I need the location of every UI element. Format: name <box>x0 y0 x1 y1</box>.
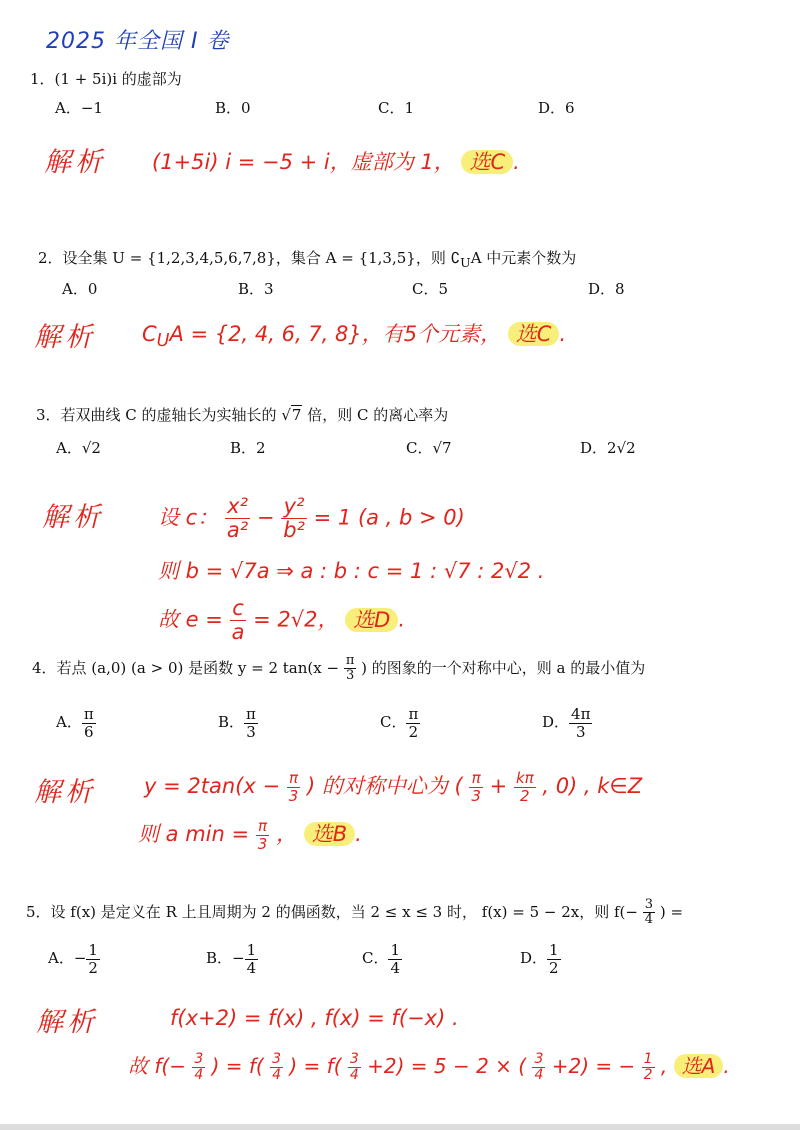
q5-option-b <box>206 942 258 976</box>
q5-stem-frac-num: 3 <box>644 897 654 912</box>
q2-solution-end: . <box>559 322 567 346</box>
q4-option-a-frac <box>82 706 96 740</box>
q4-sol1-f3-den: 2 <box>520 786 530 805</box>
q4-option-b-letter: B． <box>218 713 245 731</box>
q5-option-c-num: 1 <box>390 941 401 959</box>
q3-sol1-frac-x-num: x² <box>225 495 250 519</box>
q4-sol2-a: 则 a min = <box>138 822 250 846</box>
q2-stem-end: A 中元素个数为 <box>470 249 577 267</box>
q5-sol2-f1-num: 3 <box>194 1050 204 1067</box>
q2-option-b: B．3 <box>238 280 274 298</box>
q4-solution-line-1 <box>144 770 642 804</box>
q3-stem-sqrt: 7 <box>291 406 302 424</box>
q2-solution-text: C <box>142 322 157 346</box>
q5-sol2-f1-den: 4 <box>194 1067 204 1083</box>
q5-sol2-frac-4 <box>532 1052 545 1084</box>
q4-option-b-num: π <box>246 705 256 723</box>
q2-option-c: C．5 <box>412 280 449 298</box>
question-1-stem: 1．(1 + 5i)i 的虚部为 <box>30 70 182 88</box>
q3-sol3-b: = 2√2， <box>253 607 339 632</box>
q4-sol1-a: y = 2tan(x − <box>144 774 281 798</box>
q2-option-a: A．0 <box>62 280 98 298</box>
q4-sol2-frac <box>256 818 270 852</box>
q4-stem-frac-num: π <box>345 653 355 668</box>
q4-option-c-frac <box>406 706 420 740</box>
q5-solution-line-2 <box>128 1050 730 1083</box>
page-bottom-edge <box>0 1124 800 1130</box>
q3-sol1-minus: − <box>256 505 275 530</box>
q1-option-d: D．6 <box>538 99 575 117</box>
q2-solution <box>142 318 566 351</box>
q4-option-d-frac <box>569 706 592 740</box>
q5-sol2-f3-den: 4 <box>349 1067 359 1083</box>
q3-sol1-frac-x-den: a² <box>226 518 249 543</box>
q4-option-c-den: 2 <box>408 722 419 741</box>
q4-stem-frac <box>344 654 357 684</box>
q5-sol2-e: +2) = − <box>551 1054 636 1078</box>
q3-sol1-frac-y-num: y² <box>281 495 307 519</box>
q4-sol2-frac-num: π <box>256 818 270 836</box>
q4-option-d-letter: D． <box>542 713 570 731</box>
q3-sol1-a: 设 c： <box>158 505 219 530</box>
q3-option-a: A．√2 <box>56 439 101 457</box>
q5-option-c <box>362 942 402 976</box>
q4-option-a <box>56 706 96 740</box>
q4-answer-highlight: 选B <box>304 822 355 846</box>
q4-option-d <box>542 706 592 740</box>
q5-sol2-f2-den: 4 <box>272 1067 282 1083</box>
q4-option-a-den: 6 <box>84 722 94 741</box>
q4-option-d-den: 3 <box>575 722 586 741</box>
q1-solution-label: 解析 <box>44 147 106 178</box>
q4-stem-frac-den: 3 <box>345 668 355 684</box>
q3-solution-label: 解析 <box>42 502 104 533</box>
q4-stem-b: ) 的图象的一个对称中心，则 a 的最小值为 <box>361 658 646 677</box>
q4-stem-a: 4．若点 (a,0) (a > 0) 是函数 y = 2 tan(x − <box>32 658 340 677</box>
q1-option-b: B．0 <box>215 99 251 117</box>
q5-option-a-num: 1 <box>88 941 98 959</box>
q5-sol2-f4-num: 3 <box>534 1050 544 1067</box>
q4-sol2-b: ， <box>276 822 298 846</box>
question-2-stem <box>38 247 576 270</box>
q5-option-d-den: 2 <box>549 958 559 977</box>
q2-solution-sub: U <box>156 331 170 352</box>
q4-sol1-frac-2 <box>469 770 483 804</box>
q3-solution-line-1 <box>158 495 465 542</box>
q5-sol2-frac-2 <box>270 1052 283 1084</box>
q5-option-c-frac <box>388 942 402 976</box>
q4-sol1-c: , 0) , k∈Z <box>542 774 643 798</box>
question-5-stem <box>26 898 683 928</box>
q3-sol1-frac-y <box>281 495 307 542</box>
q4-solution-label: 解析 <box>34 777 96 808</box>
q1-option-c: C．1 <box>378 99 415 117</box>
q1-solution-end: . <box>513 150 520 174</box>
q1-solution-text: (1+5i) i = −5 + i，虚部为 1， <box>152 150 455 174</box>
q5-option-d-num: 1 <box>549 941 559 959</box>
q4-option-d-num: 4π <box>571 705 591 723</box>
q5-option-b-frac <box>245 942 259 976</box>
q5-stem-frac-den: 4 <box>644 912 654 928</box>
q5-option-c-den: 4 <box>390 958 401 977</box>
q5-sol2-f2-num: 3 <box>272 1050 282 1067</box>
q5-option-b-num: 1 <box>246 941 257 959</box>
q5-option-a <box>48 942 100 976</box>
question-3-stem: 3．若双曲线 C 的虚轴长为实轴长的 √7 倍，则 C 的离心率为 <box>36 406 449 424</box>
q1-option-a: A．−1 <box>55 99 103 117</box>
q3-sol3-frac-num: c <box>230 597 247 621</box>
q5-solution-end: . <box>723 1054 730 1078</box>
q5-sol2-b: ) = f( <box>211 1054 264 1078</box>
q4-sol2-frac-den: 3 <box>257 834 268 853</box>
q2-option-d: D．8 <box>588 280 625 298</box>
q5-option-b-letter: B．− <box>206 949 245 967</box>
q5-option-c-letter: C． <box>362 949 389 967</box>
q5-sol2-d: +2) = 5 − 2 × ( <box>367 1054 527 1078</box>
q3-sol3-frac-den: a <box>231 620 245 645</box>
q1-answer-highlight: 选C <box>461 150 513 174</box>
q3-solution-line-2: 则 b = √7a ⇒ a : b : c = 1 : √7 : 2√2 . <box>158 559 545 583</box>
q4-option-b <box>218 706 258 740</box>
q4-option-a-num: π <box>83 705 94 723</box>
q4-sol1-f1-den: 3 <box>288 786 299 805</box>
q2-answer-highlight: 选C <box>508 322 560 346</box>
q2-stem-sub: U <box>460 255 471 270</box>
q4-sol1-plus: + <box>489 774 508 798</box>
q5-sol2-frac-5 <box>642 1052 655 1084</box>
q5-option-d <box>520 942 561 976</box>
q3-stem-a: 3．若双曲线 C 的虚轴长为实轴长的 <box>36 406 282 424</box>
q2-solution-text2: A = {2, 4, 6, 7, 8}，有5个元素， <box>169 322 502 346</box>
q5-option-a-letter: A．− <box>48 949 87 967</box>
q5-option-a-frac <box>86 942 100 976</box>
q4-option-c <box>380 706 420 740</box>
q5-stem-a: 5．设 f(x) 是定义在 R 上且周期为 2 的偶函数，当 2 ≤ x ≤ 3 时， f(x) = 5 − 2x，则 f(− <box>26 902 638 921</box>
q5-sol2-f5-num: 1 <box>643 1050 653 1067</box>
q3-option-b: B．2 <box>230 439 266 457</box>
q3-stem-c: 倍，则 C 的离心率为 <box>302 406 449 424</box>
q5-answer-highlight: 选A <box>674 1054 724 1078</box>
q4-option-a-letter: A． <box>56 713 82 731</box>
q3-solution-end: . <box>398 607 406 632</box>
q4-sol1-b: ) 的对称中心为 ( <box>306 774 463 798</box>
q5-sol2-frac-3 <box>348 1052 361 1084</box>
q5-sol2-frac-1 <box>192 1052 205 1084</box>
q5-stem-b: ) = <box>659 902 684 921</box>
q4-solution-line-2 <box>138 818 362 852</box>
q5-solution-label: 解析 <box>36 1007 98 1038</box>
q5-sol2-f3-num: 3 <box>349 1050 359 1067</box>
q4-option-b-den: 3 <box>246 722 256 741</box>
q2-solution-label: 解析 <box>34 322 96 353</box>
question-4-stem <box>32 654 645 684</box>
q5-sol2-f5-den: 2 <box>643 1067 653 1083</box>
q4-option-c-letter: C． <box>380 713 407 731</box>
q3-solution-line-3 <box>158 597 405 644</box>
q5-sol2-c: ) = f( <box>289 1054 342 1078</box>
q4-solution-end: . <box>355 822 362 846</box>
q5-sol2-f: , <box>660 1054 668 1078</box>
q5-option-d-letter: D． <box>520 949 548 967</box>
q4-option-c-num: π <box>408 705 419 723</box>
q4-sol1-frac-3 <box>514 770 536 804</box>
q5-option-b-den: 4 <box>246 958 257 977</box>
q4-sol1-frac-1 <box>287 770 301 804</box>
q5-solution-line-1: f(x+2) = f(x) , f(x) = f(−x) . <box>170 1006 459 1030</box>
page-title: 2025 年全国 I 卷 <box>46 29 230 54</box>
q3-sol1-frac-y-den: b² <box>283 518 305 543</box>
q3-answer-highlight: 选D <box>345 608 398 632</box>
q3-sol3-frac <box>230 597 247 644</box>
q3-sol1-b: = 1 (a , b > 0) <box>313 505 465 530</box>
q5-sol2-a: 故 f(− <box>128 1054 186 1078</box>
q4-option-b-frac <box>244 706 258 740</box>
q5-sol2-f4-den: 4 <box>534 1067 544 1083</box>
q5-option-a-den: 2 <box>88 958 98 977</box>
q4-sol1-f2-num: π <box>469 770 483 788</box>
q2-stem-text: 2．设全集 U = {1,2,3,4,5,6,7,8}，集合 A = {1,3,5}，则 ∁ <box>38 249 461 267</box>
q5-stem-frac <box>643 898 655 928</box>
q4-sol1-f2-den: 3 <box>471 786 481 805</box>
q4-sol1-f3-num: kπ <box>515 769 534 787</box>
q1-solution <box>152 146 520 176</box>
q3-option-c: C．√7 <box>406 439 452 457</box>
q3-sol1-frac-x <box>225 495 250 542</box>
q4-sol1-f1-num: π <box>287 770 301 788</box>
q5-option-d-frac <box>547 942 561 976</box>
q3-option-d: D．2√2 <box>580 439 636 457</box>
q3-sol3-a: 故 e = <box>158 607 223 632</box>
